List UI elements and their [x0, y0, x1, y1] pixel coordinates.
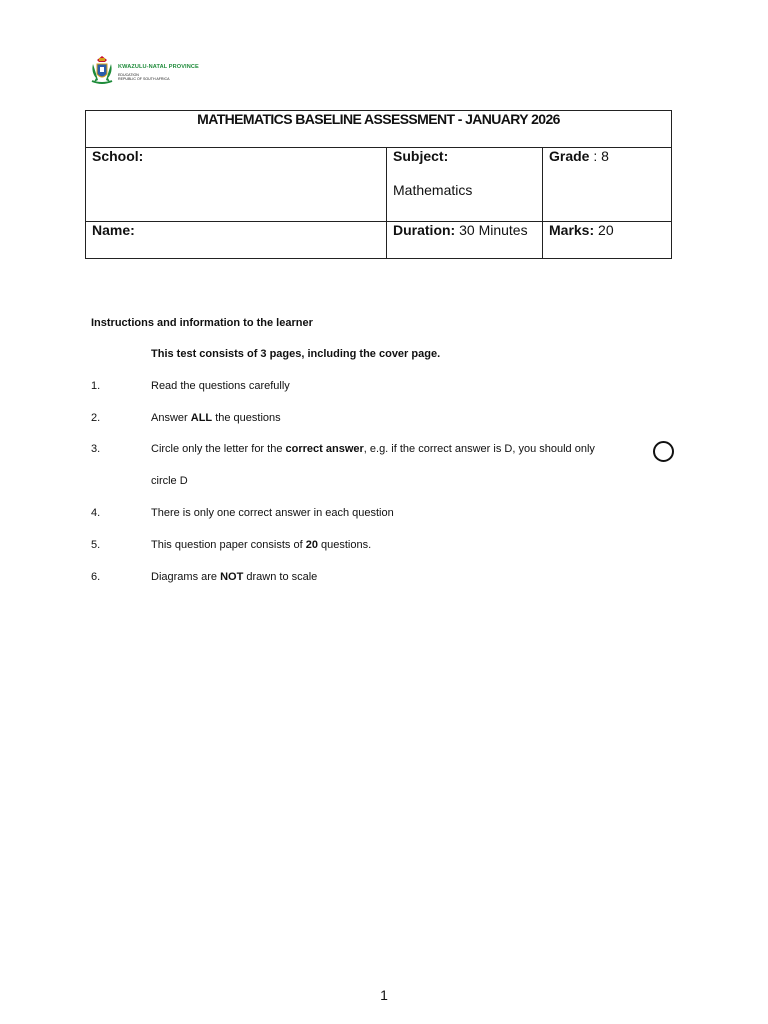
- name-label: Name:: [92, 222, 135, 238]
- instruction-text: This question paper consists of 20 questions.: [151, 539, 372, 551]
- grade-value: : 8: [589, 148, 609, 164]
- duration-value: 30 Minutes: [455, 222, 528, 238]
- circle-example-icon: [653, 441, 674, 462]
- page-number: 1: [380, 987, 388, 1003]
- logo-province: KWAZULU-NATAL PROVINCE: [118, 64, 199, 70]
- school-label: School:: [92, 148, 144, 164]
- instruction-number: 6.: [91, 571, 101, 583]
- duration-label: Duration:: [393, 222, 456, 238]
- subject-label: Subject:: [393, 148, 449, 164]
- marks-cell: [543, 222, 672, 259]
- instruction-number: 5.: [91, 539, 101, 551]
- logo-country: REPUBLIC OF SOUTH AFRICA: [118, 77, 170, 82]
- instruction-text: Read the questions carefully: [151, 380, 290, 392]
- instructions-title: Instructions and information to the learner: [91, 317, 313, 329]
- logo-department: EDUCATION: [118, 72, 139, 77]
- grade-label: Grade: [549, 148, 590, 164]
- subject-value: Mathematics: [393, 182, 473, 198]
- instruction-number: 1.: [91, 380, 101, 392]
- name-cell[interactable]: [86, 222, 387, 259]
- department-logo: [88, 54, 218, 88]
- instruction-text: Diagrams are NOT drawn to scale: [151, 571, 318, 583]
- cover-note: This test consists of 3 pages, including the cover page.: [151, 348, 441, 360]
- assessment-title: MATHEMATICS BASELINE ASSESSMENT - JANUARY 2026: [86, 111, 672, 148]
- instruction-text: Answer ALL the questions: [151, 412, 281, 424]
- instruction-number: 3.: [91, 443, 101, 455]
- assessment-header-table: [85, 110, 672, 259]
- instruction-number: 4.: [91, 507, 101, 519]
- instruction-number: 2.: [91, 412, 101, 424]
- marks-value: 20: [594, 222, 614, 238]
- grade-cell: [543, 148, 672, 222]
- school-cell[interactable]: [86, 148, 387, 222]
- logo-text: [118, 65, 199, 82]
- subject-cell: [387, 148, 543, 222]
- instruction-text: Circle only the letter for the correct answer, e.g. if the correct answer is D, you should only: [151, 443, 595, 455]
- instruction-text: circle D: [151, 475, 188, 487]
- instruction-text: There is only one correct answer in each question: [151, 507, 394, 519]
- marks-label: Marks:: [549, 222, 595, 238]
- coat-of-arms-icon: [88, 54, 116, 86]
- duration-cell: [387, 222, 543, 259]
